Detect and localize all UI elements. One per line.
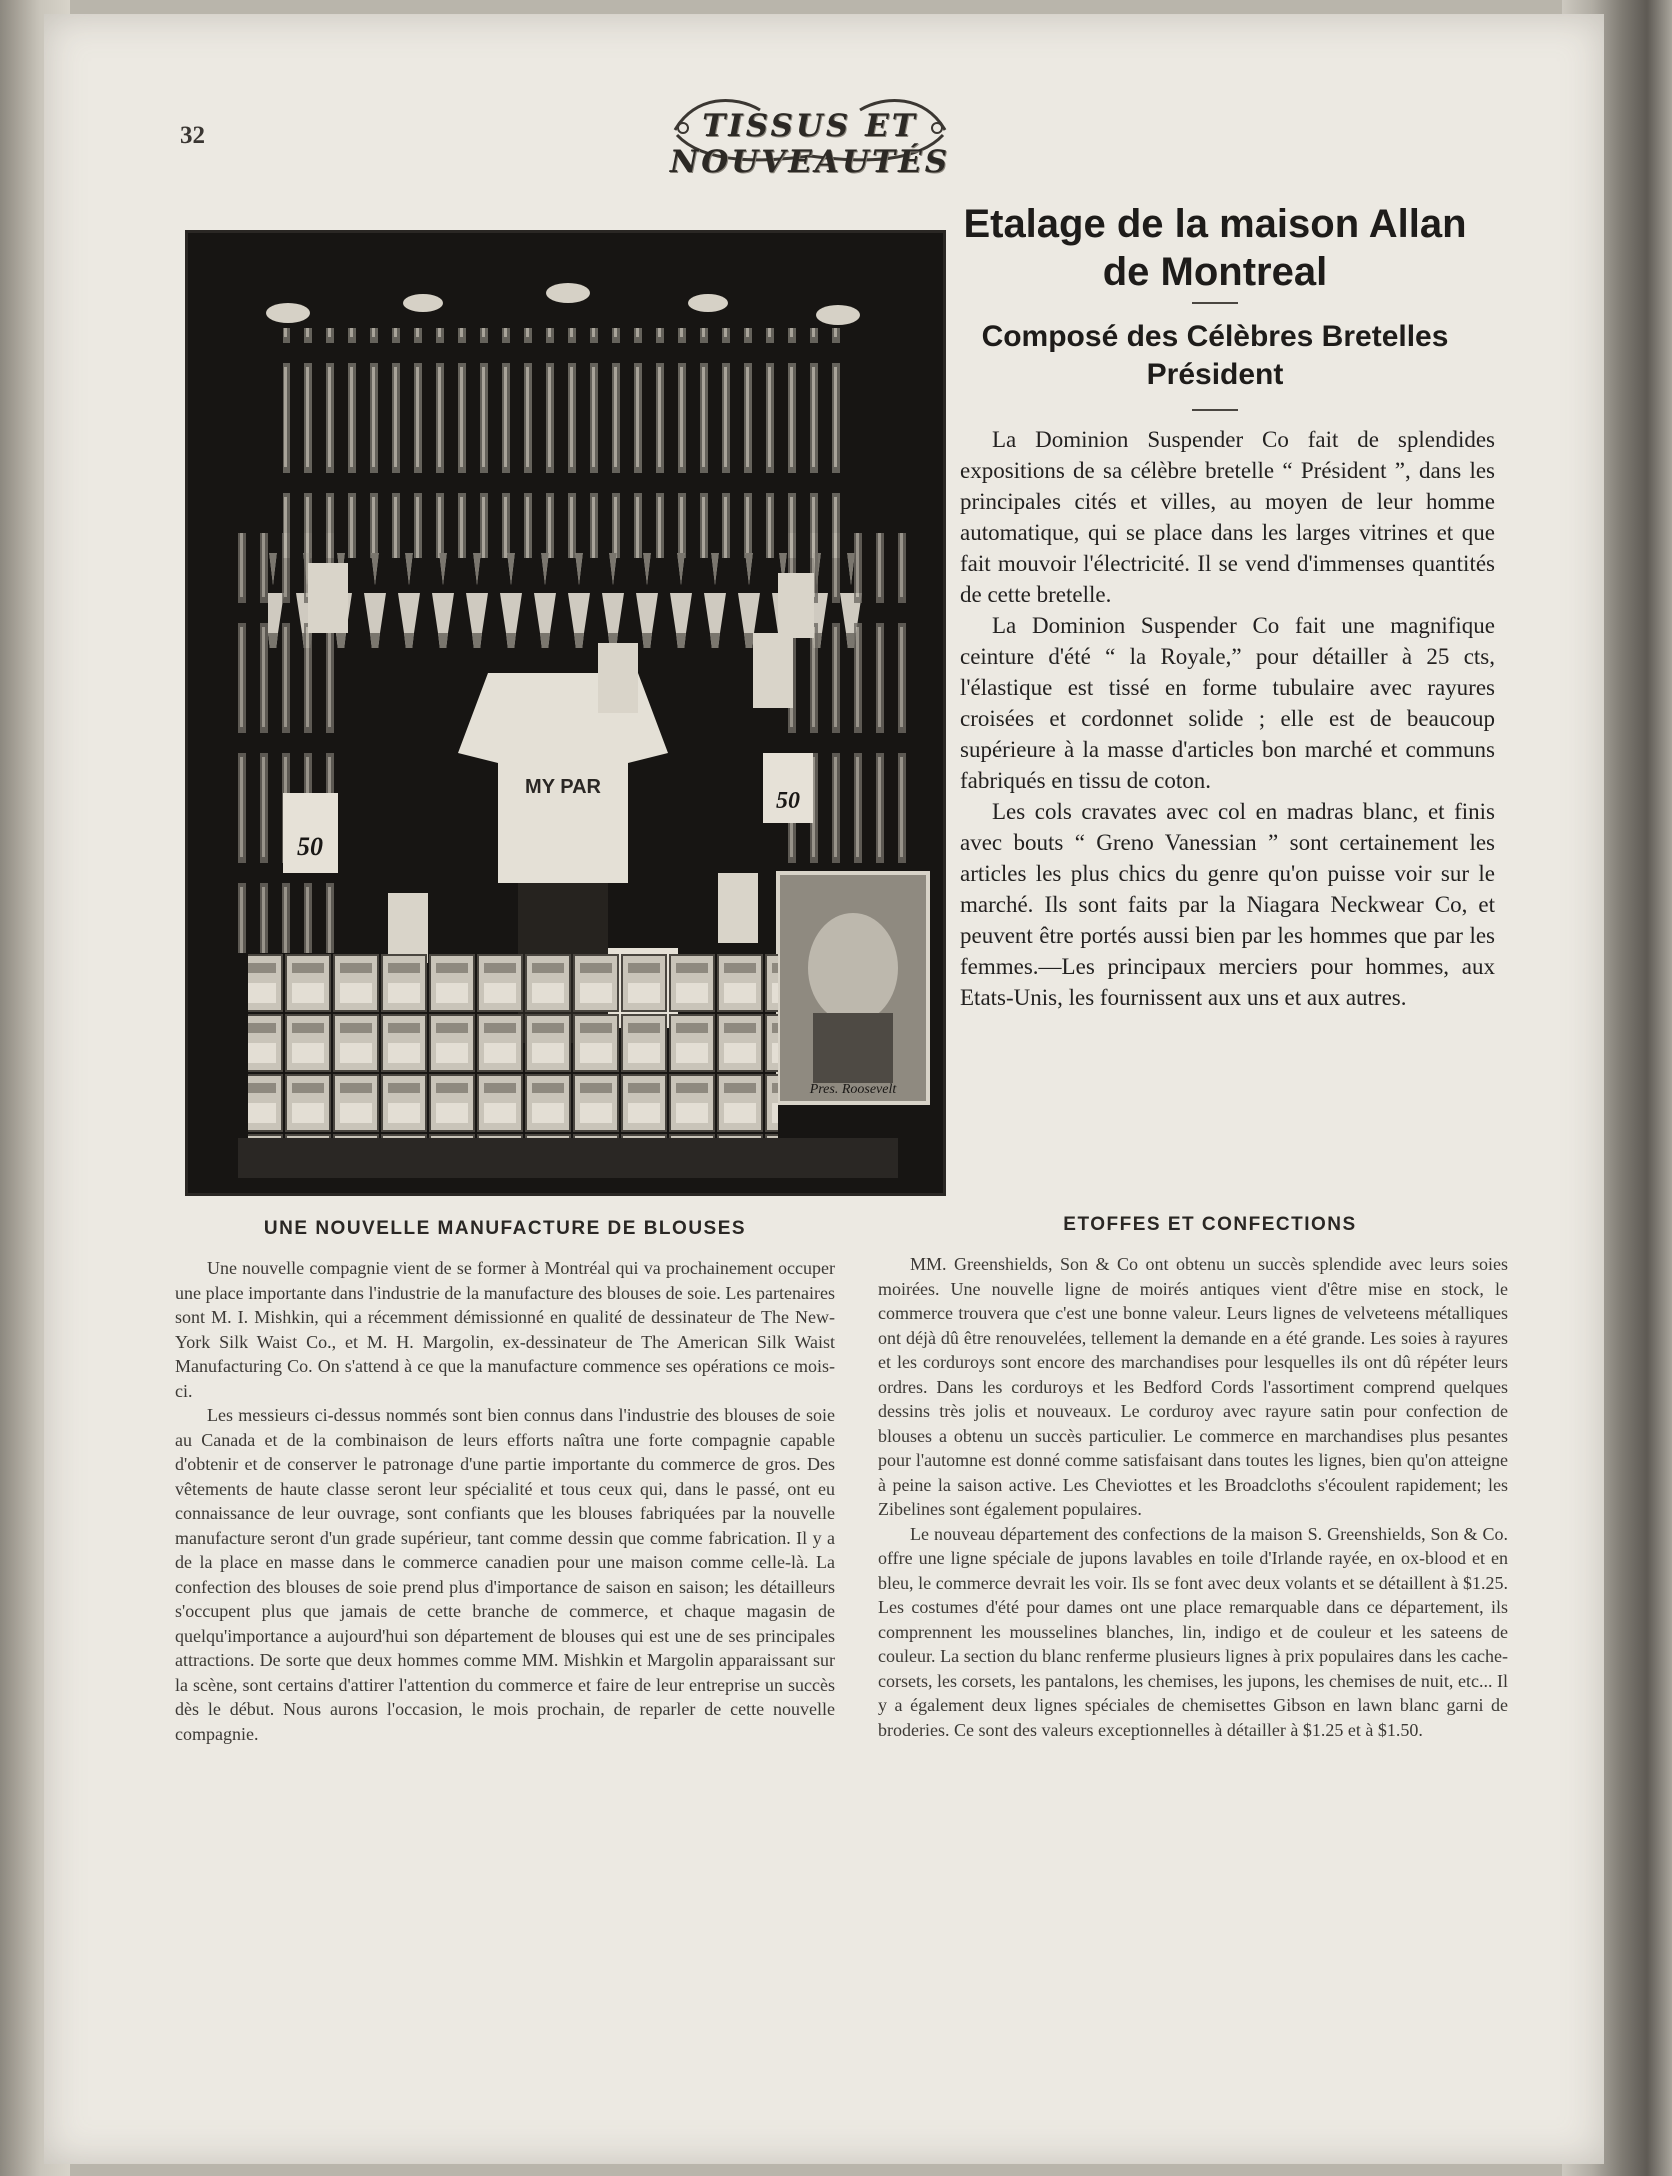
fabrics-paragraph: MM. Greenshields, Son & Co ont obtenu un succès splendide avec leurs soies moirées. Une nouvelle ligne de moirés antiques vient d'être mise en stock, le commerce trouvera que c'est une bonne valeur. Leurs lignes de velveteens métalliques ont déjà dû être renouvelées, tellement la demande en a été grande. Les soies à rayures et les corduroys sont encore des marchandises pour lesquelles ils ont dû répéter leurs ordres. Dans les corduroys et les Bedford Cords l'assortiment comprend quelques dessins très jolis et nouveaux. Le corduroy avec rayure satin pour confection de blouses a obtenu un succès particulier. Le commerce en marchandises plus pesantes pour l'automne est donné comme satisfaisant dans toutes les lignes, bien qu'on atteigne à peine la saison active. Les Cheviottes et les Broadcloths s'écoulent rapidement; les Zibelines sont également populaires. — [878, 1254, 1508, 1519]
fabrics-article-title: ETOFFES ET CONFECTIONS — [1063, 1214, 1357, 1235]
feature-subhead: Composé des Célèbres Bretelles Président — [981, 320, 1449, 391]
price-sign-right — [763, 753, 813, 823]
blouses-paragraph: Une nouvelle compagnie vient de se former à Montréal qui va prochainement occuper une place importante dans l'industrie de la manufacture des blouses de soie. Les partenaires sont M. I. Mishkin, qui a récemment démissionné en qualité de dessinateur de The New-York Silk Waist Co., et M. H. Margolin, ex-dessinateur de The American Silk Waist Manufacturing Co. On s'attend à ce que la manufacture commence ses opérations ce mois-ci. — [175, 1258, 835, 1401]
price-sign-left — [283, 793, 338, 873]
blouses-article-title: UNE NOUVELLE MANUFACTURE DE BLOUSES — [263, 1218, 747, 1239]
fabrics-article-body — [878, 1252, 1508, 1742]
masthead-title: TISSUS ET NOUVEAUTÉS — [669, 108, 951, 180]
feature-paragraph: La Dominion Suspender Co fait une magnifique ceinture d'été “ la Royale,” pour détailler à 25 cts, l'élastique est tissé en forme tubulaire avec rayures croisées et cordonnet solide ; elle est de beaucoup supérieure à la masse d'articles bon marché et communs fabriqués en tissu de coton. — [960, 613, 1495, 793]
portrait-frame — [778, 873, 928, 1103]
feature-paragraph: La Dominion Suspender Co fait de splendides expositions de sa célèbre bretelle “ Président ”, dans les principales cités et villes, au moyen de leur homme automatique, qui se place dans les larges vitrines et que fait mouvoir l'électricité. Il se vend d'immenses quantités de cette bretelle. — [960, 427, 1495, 607]
fabrics-paragraph: Le nouveau département des confections de la maison S. Greenshields, Son & Co. offre une ligne spéciale de jupons lavables en toile d'Irlande rayée, en ox-blood et en bleu, le commerce devrait les voir. Ils se font avec deux volants et se détaillent à $1.25. Les costumes d'été pour dames ont une place remarquable dans ce département, ils comprennent les mousselines blanches, lin, indigo et de couleur et les sateens de couleur. La section du blanc renferme plusieurs lignes à prix populaires dans les cache-corsets, les corsets, les pantalons, les chemises, les jupons, les chemises de nuit, etc... Il y a également deux lignes spéciales de chemisettes Gibson en lawn blanc garni de broderies. Ce sont des valeurs exceptionnelles à détailler à $1.25 et à $1.50. — [878, 1523, 1508, 1740]
feature-article-body — [960, 424, 1495, 1013]
window-sill — [238, 1138, 898, 1178]
shirt-text: MY PAR — [525, 776, 601, 798]
subhead-divider — [1192, 409, 1238, 411]
blouses-paragraph: Les messieurs ci-dessus nommés sont bien connus dans l'industrie des blouses de soie au Canada et de la combinaison de leurs efforts naîtra une forte compagnie capable d'obtenir et de conserver le patronage d'une partie importante du commerce de gros. Des vêtements de haute classe seront leur spécialité et tous ceux qui, dans le passé, ont eu connaissance de leur ouvrage, sont confiants que les blouses fabriquées par la nouvelle manufacture seront d'un grade supérieur, tant comme dessin que comme fabrication. Il y a de la place en masse dans le commerce canadien pour une maison comme celle-là. La confection des blouses de soie prend plus d'importance de saison en saison; les détailleurs s'occupent plus que jamais de cette branche de commerce, et chaque magasin de quelqu'importance a aujourd'hui son département de blouses qui est une de ses principales attractions. De sorte que deux hommes comme MM. Mishkin et Margolin apparaissant sur la scène, sont certains d'attirer l'attention du commerce et faire de leur entreprise un succès dès le début. Nous aurons l'occasion, le mois prochain, de reparler de cette nouvelle compagnie. — [175, 1405, 835, 1744]
page-number: 32 — [180, 122, 205, 149]
masthead-logo — [665, 90, 955, 180]
price-right-text: 50 — [776, 788, 800, 814]
shop-window-photo — [185, 230, 946, 1196]
display-boxes — [248, 953, 778, 1143]
price-left-text: 50 — [297, 832, 323, 861]
hanging-suspenders — [283, 328, 843, 558]
blouses-article-body — [175, 1256, 835, 1746]
headline-divider — [1192, 302, 1238, 304]
portrait-caption: Pres. Roosevelt — [809, 1082, 897, 1097]
shop-window-illustration — [188, 233, 943, 1193]
feature-headline: Etalage de la maison Allan de Montreal — [963, 202, 1467, 294]
feature-paragraph: Les cols cravates avec col en madras blanc, et finis avec bouts “ Greno Vanessian ” sont certainement les articles les plus chics du genre qu'on puisse voir sur le marché. Ils sont faits par la Niagara Neckwear Co, et peuvent être portés aussi bien par les hommes que par les femmes.—Les principaux merciers pour hommes, aux Etats-Unis, les fournissent aux uns et aux autres. — [960, 799, 1495, 1010]
